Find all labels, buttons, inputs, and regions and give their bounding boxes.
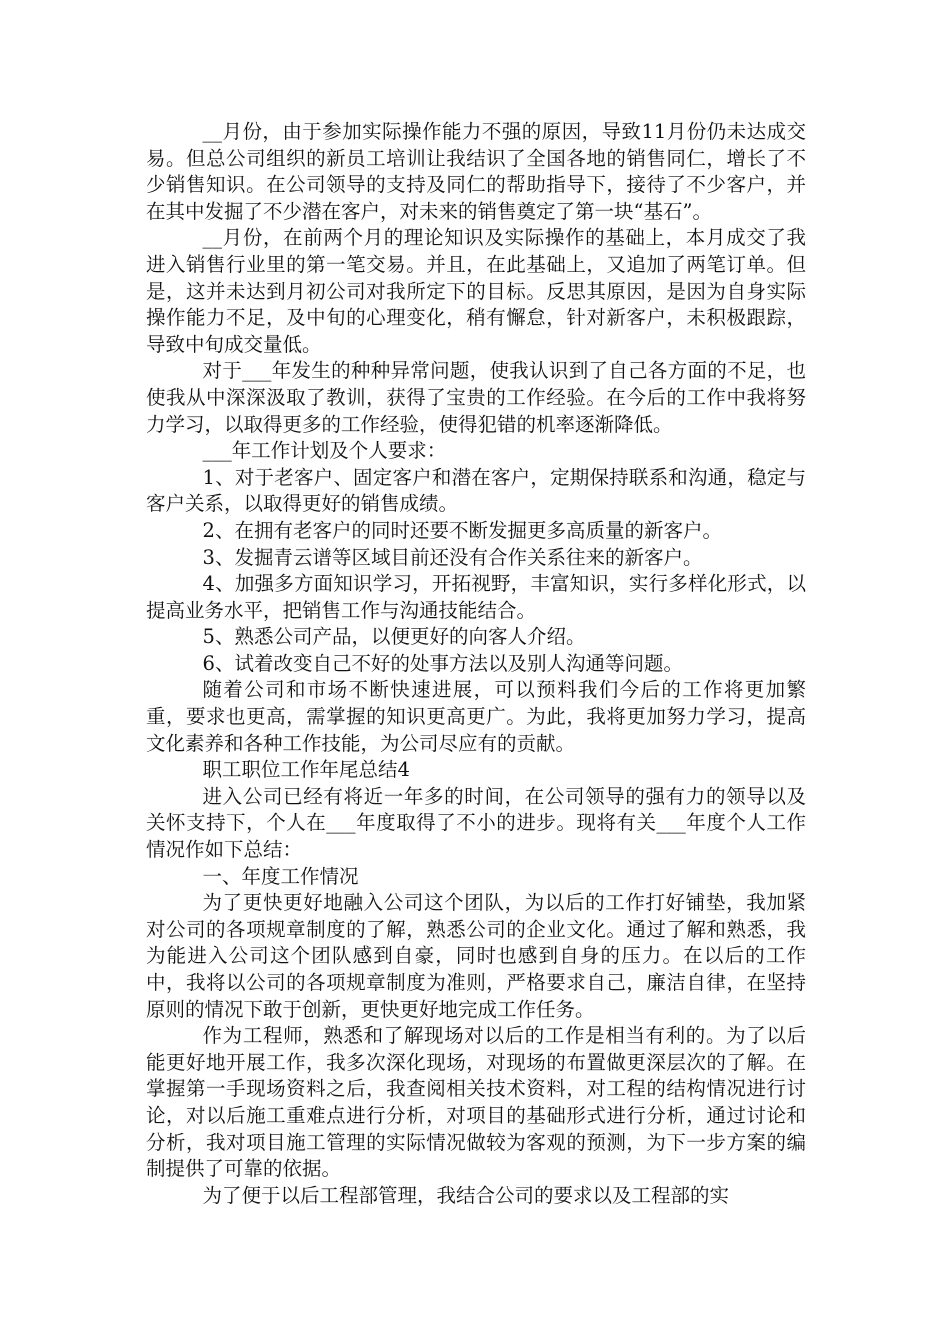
- paragraph-work-3: 为了便于以后工程部管理，我结合公司的要求以及工程部的实: [202, 1183, 730, 1207]
- paragraph-work-1: 为了更快更好地融入公司这个团队，为以后的工作打好铺垫，我加紧对公司的各项规章制度的了解，熟悉公司的企业文化。通过了解和熟悉，我为能进入公司这个团队感到自豪，同时也感到自身的压力。在以后的工作中，我将以公司的各项规章制度为准则，严格要求自己，廉洁自律，在坚持原则的情况下敢于创新，更快更好地完成工作任务。: [146, 891, 806, 1021]
- paragraph-2: __月份，在前两个月的理论知识及实际操作的基础上，本月成交了我进入销售行业里的第一笔交易。并且，在此基础上，又追加了两笔订单。但是，这并未达到月初公司对我所定下的目标。反思其原因，是因为自身实际操作能力不足，及中旬的心理变化，稍有懈怠，针对新客户，未积极跟踪，导致中旬成交量低。: [146, 226, 806, 356]
- paragraph-3: 对于___年发生的种种异常问题，使我认识到了自己各方面的不足，也使我从中深深汲取了教训，获得了宝贵的工作经验。在今后的工作中我将努力学习，以取得更多的工作经验，使得犯错的机率逐渐降低。: [146, 359, 806, 436]
- plan-item-1: 1、对于老客户、固定客户和潜在客户，定期保持联系和沟通，稳定与客户关系，以取得更好的销售成绩。: [146, 465, 806, 516]
- plan-item-2: 2、在拥有老客户的同时还要不断发掘更多高质量的新客户。: [202, 518, 722, 542]
- plan-item-5: 5、熟悉公司产品，以便更好的向客人介绍。: [202, 625, 586, 649]
- paragraph-work-2: 作为工程师，熟悉和了解现场对以后的工作是相当有利的。为了以后能更好地开展工作，我多次深化现场，对现场的布置做更深层次的了解。在掌握第一手现场资料之后，我查阅相关技术资料，对工程的结构情况进行讨论，对以后施工重难点进行分析，对项目的基础形式进行分析，通过讨论和分析，我对项目施工管理的实际情况做较为客观的预测，为下一步方案的编制提供了可靠的依据。: [146, 1024, 806, 1181]
- subsection-heading: 一、年度工作情况: [202, 864, 359, 888]
- plan-item-6: 6、试着改变自己不好的处事方法以及别人沟通等问题。: [202, 651, 683, 675]
- document-body: [146, 119, 806, 1209]
- plan-heading: ___年工作计划及个人要求：: [202, 439, 447, 463]
- section-title: 职工职位工作年尾总结4: [202, 758, 410, 782]
- paragraph-intro: 进入公司已经有将近一年多的时间，在公司领导的强有力的领导以及关怀支持下，个人在___年度取得了不小的进步。现将有关___年度个人工作情况作如下总结：: [146, 784, 806, 862]
- paragraph-conclusion: 随着公司和市场不断快速进展，可以预料我们今后的工作将更加繁重，要求也更高，需掌握的知识更高更广。为此，我将更加努力学习，提高文化素养和各种工作技能，为公司尽应有的贡献。: [146, 678, 806, 755]
- plan-item-3: 3、发掘青云谱等区域目前还没有合作关系往来的新客户。: [202, 545, 703, 569]
- plan-item-4: 4、加强多方面知识学习，开拓视野，丰富知识，实行多样化形式，以提高业务水平，把销售工作与沟通技能结合。: [146, 572, 806, 622]
- paragraph-1: __月份，由于参加实际操作能力不强的原因，导致11月份仍未达成交易。但总公司组织的新员工培训让我结识了全国各地的销售同仁，增长了不少销售知识。在公司领导的支持及同仁的帮助指导下，接待了不少客户，并在其中发掘了不少潜在客户，对未来的销售奠定了第一块“基石”。: [146, 120, 806, 223]
